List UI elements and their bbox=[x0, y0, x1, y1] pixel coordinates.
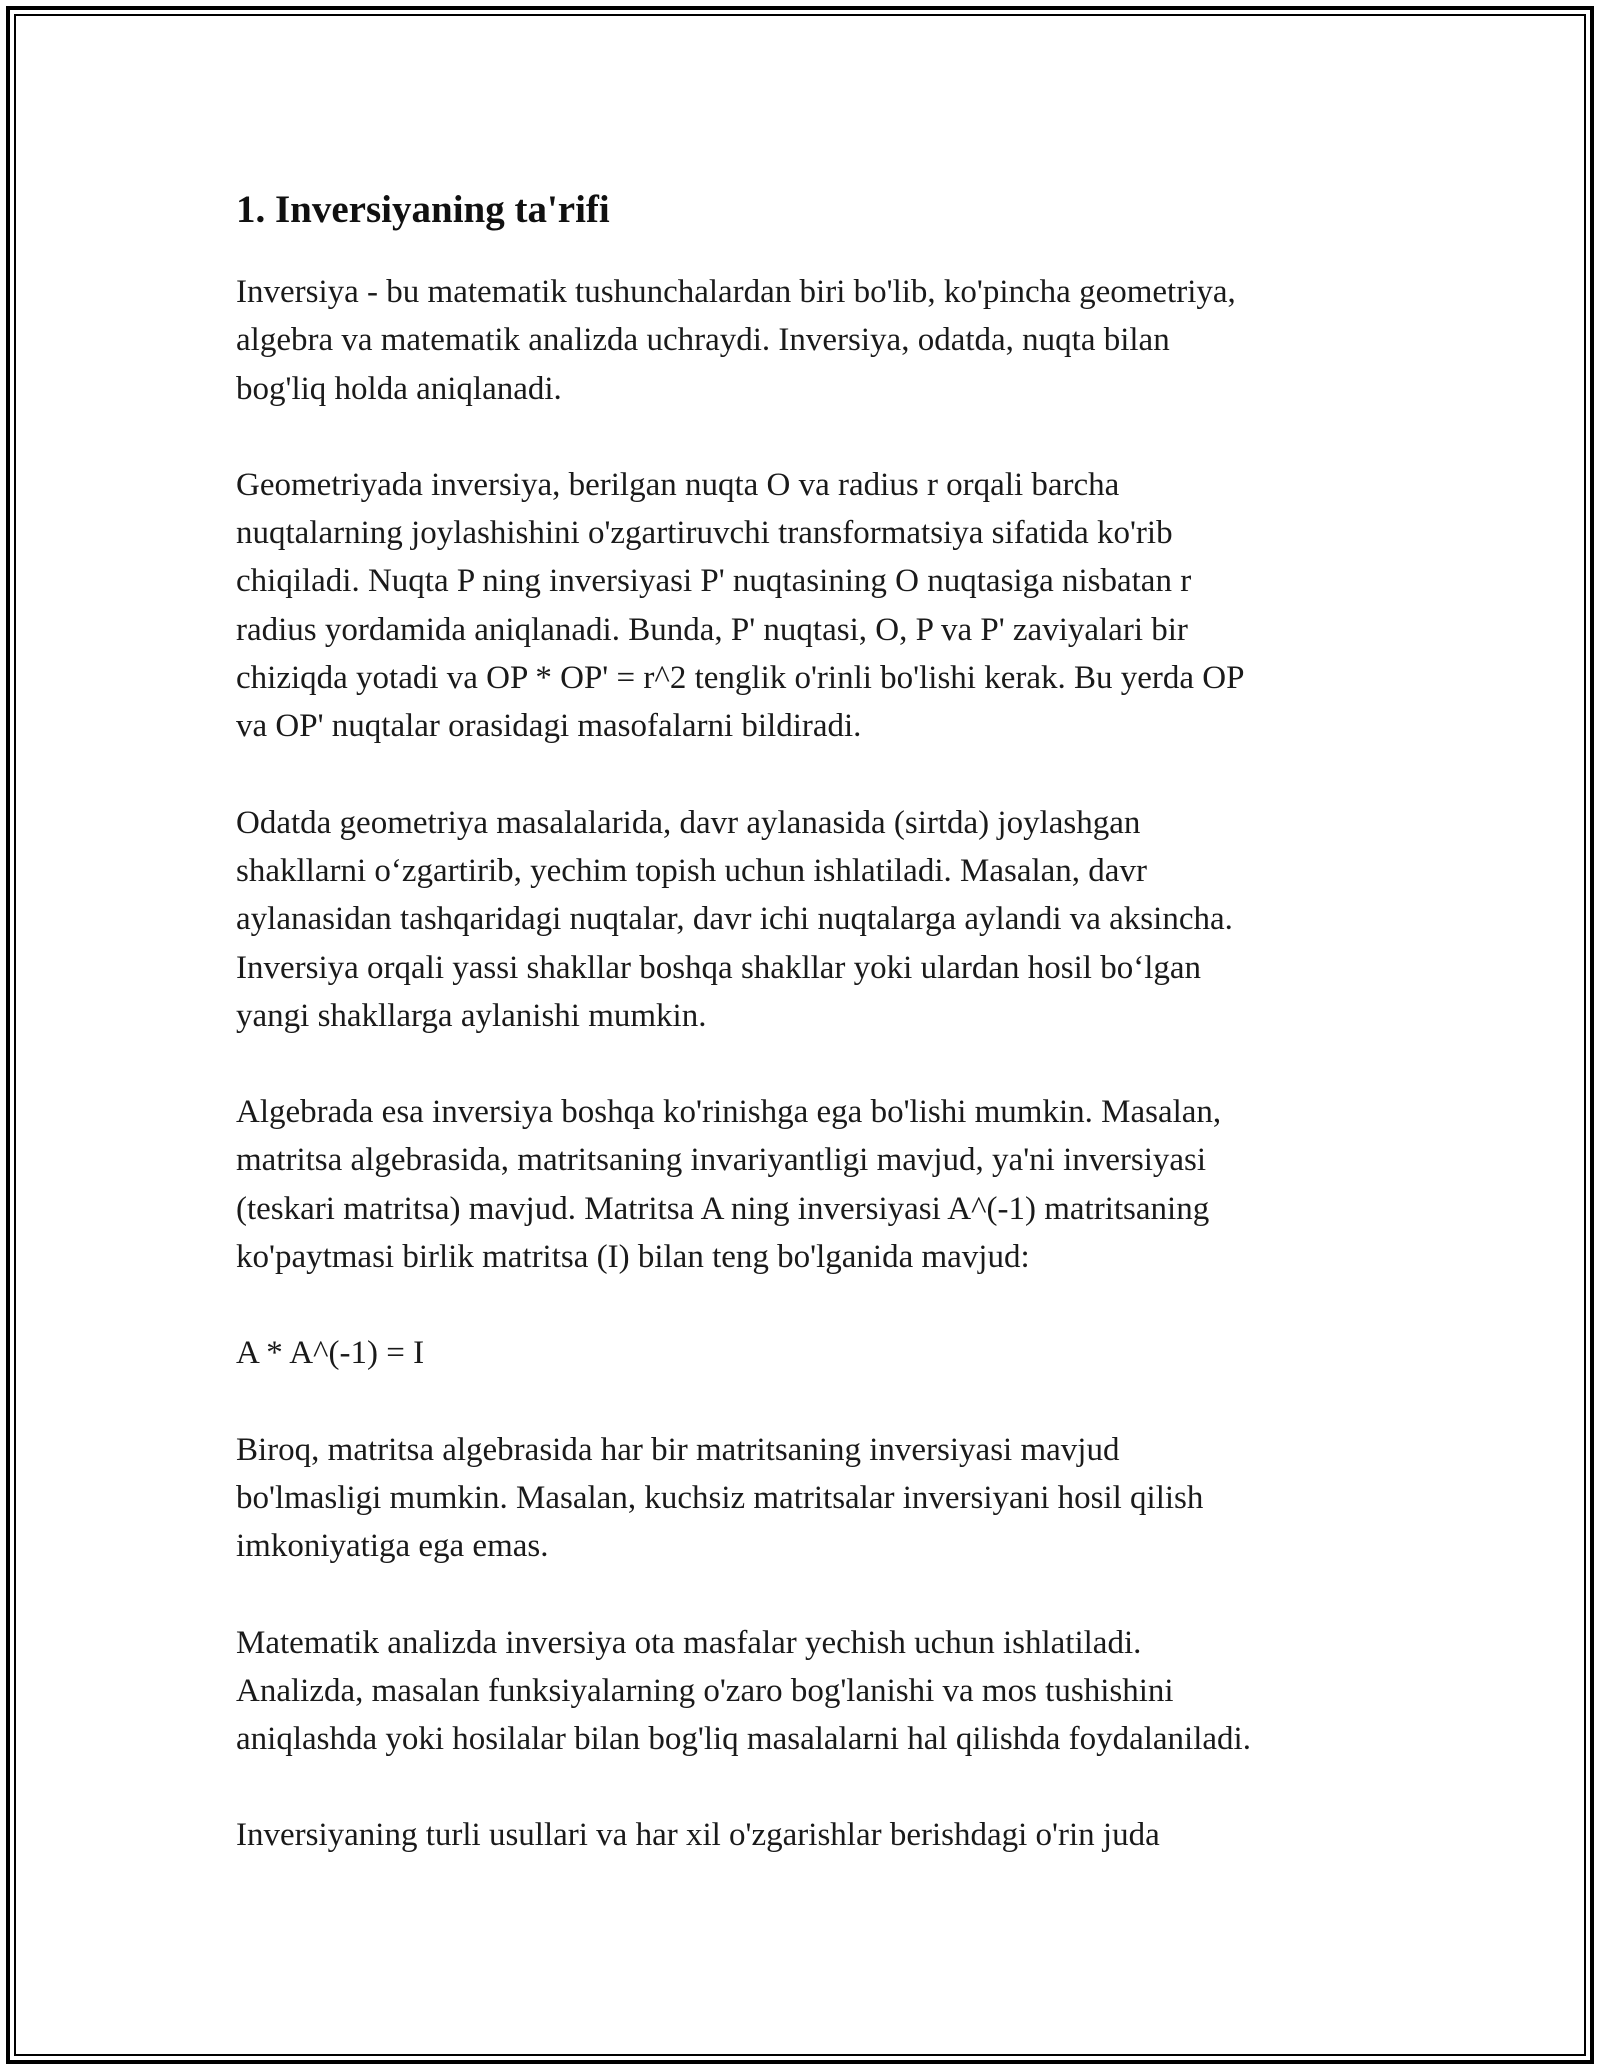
text-line: Odatda geometriya masalalarida, davr aylanasida (sirtda) joylashgan bbox=[236, 804, 1141, 841]
text-line: aniqlashda yoki hosilalar bilan bog'liq masalalarni hal qilishda foydalaniladi. bbox=[236, 1721, 1251, 1758]
text-line: Inversiya orqali yassi shakllar boshqa shakllar yoki ulardan hosil bo‘lgan bbox=[236, 949, 1202, 986]
text-line: aylanasidan tashqaridagi nuqtalar, davr ichi nuqtalarga aylandi va aksincha. bbox=[236, 901, 1233, 938]
text-line: Analizda, masalan funksiyalarning o'zaro bog'lanishi va mos tushishini bbox=[236, 1672, 1174, 1709]
text-line: (teskari matritsa) mavjud. Matritsa A ning inversiyasi A^(-1) matritsaning bbox=[236, 1190, 1210, 1227]
text-line: Algebrada esa inversiya boshqa ko'rinishga ega bo'lishi mumkin. Masalan, bbox=[236, 1094, 1222, 1131]
text-line: Matematik analizda inversiya ota masfalar yechish uchun ishlatiladi. bbox=[236, 1624, 1142, 1661]
text-line: bo'lmasligi mumkin. Masalan, kuchsiz matritsalar inversiyani hosil qilish bbox=[236, 1479, 1204, 1516]
text-line: Biroq, matritsa algebrasida har bir matritsaning inversiyasi mavjud bbox=[236, 1431, 1120, 1468]
paragraph-analysis bbox=[236, 1619, 1376, 1764]
text-line: matritsa algebrasida, matritsaning invariyantligi mavjud, ya'ni inversiyasi bbox=[236, 1142, 1207, 1179]
text-line: Inversiyaning turli usullari va har xil o'zgarishlar berishdagi o'rin juda bbox=[236, 1817, 1160, 1854]
text-line: shakllarni o‘zgartirib, yechim topish uchun ishlatiladi. Masalan, davr bbox=[236, 852, 1147, 889]
text-line: radius yordamida aniqlanadi. Bunda, P' nuqtasi, O, P va P' zaviyalari bir bbox=[236, 611, 1188, 648]
text-line: Inversiya - bu matematik tushunchalardan biri bo'lib, ko'pincha geometriya, bbox=[236, 274, 1236, 310]
text-line: yangi shakllarga aylanishi mumkin. bbox=[236, 997, 707, 1034]
text-line: va OP' nuqtalar orasidagi masofalarni bildiradi. bbox=[236, 708, 862, 745]
text-line: algebra va matematik analizda uchraydi. Inversiya, odatda, nuqta bilan bbox=[236, 322, 1170, 359]
paragraph-algebra bbox=[236, 1088, 1376, 1281]
text-line: chiziqda yotadi va OP * OP' = r^2 tenglik o'rinli bo'lishi kerak. Bu yerda OP bbox=[236, 660, 1245, 697]
text-line: ko'paytmasi birlik matritsa (I) bilan teng bo'lganida mavjud: bbox=[236, 1239, 1030, 1276]
text-line: A * A^(-1) = I bbox=[236, 1335, 425, 1372]
paragraph-definition bbox=[236, 268, 1376, 413]
paragraph-geometry-problems bbox=[236, 799, 1376, 1040]
text-line: nuqtalarning joylashishini o'zgartiruvchi transformatsiya sifatida ko'rib bbox=[236, 515, 1173, 552]
paragraph-geometry bbox=[236, 461, 1376, 751]
section-heading: 1. Inversiyaning ta'rifi bbox=[236, 188, 610, 231]
text-line: Geometriyada inversiya, berilgan nuqta O va radius r orqali barcha bbox=[236, 466, 1120, 503]
document-body bbox=[236, 186, 1376, 1908]
paragraph-methods bbox=[236, 1811, 1376, 1859]
text-line: imkoniyatiga ega emas. bbox=[236, 1528, 549, 1565]
paragraph-matrix-existence bbox=[236, 1426, 1376, 1571]
formula-line bbox=[236, 1329, 1376, 1377]
text-line: bog'liq holda aniqlanadi. bbox=[236, 370, 562, 407]
text-line: chiqiladi. Nuqta P ning inversiyasi P' nuqtasining O nuqtasiga nisbatan r bbox=[236, 563, 1192, 600]
